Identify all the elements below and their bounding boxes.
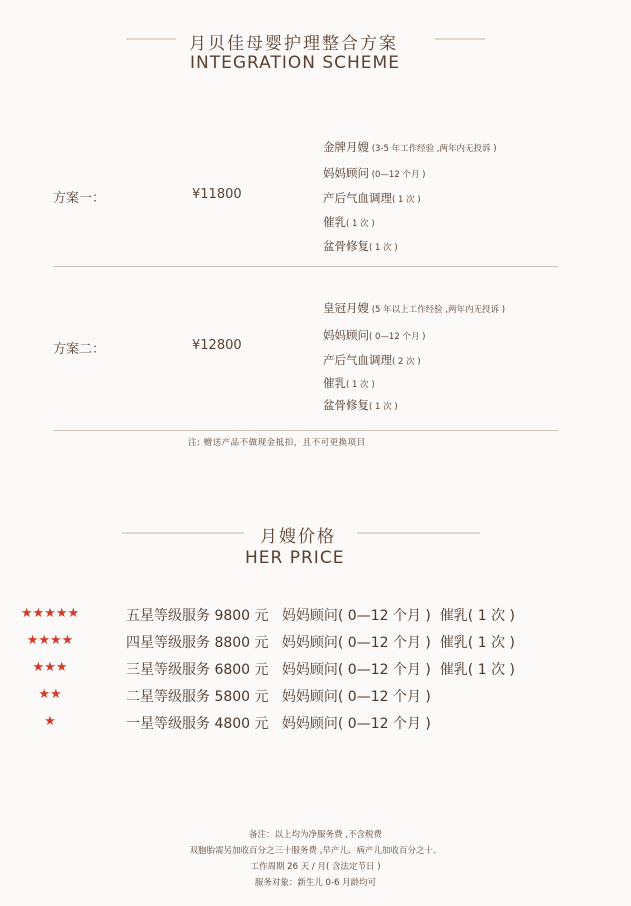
- star-rating-2: ★★: [38, 687, 62, 702]
- title-decor-line-right: [357, 532, 480, 534]
- price-row: [126, 686, 431, 706]
- plan2-price: ¥12800: [192, 338, 242, 353]
- star-rating-3: ★★★: [32, 660, 68, 675]
- service-price: 一星等级服务 4800 元: [126, 716, 269, 732]
- title-decor-line-left: [126, 38, 176, 40]
- advisor-service: 妈妈顾问( 0—12 个月 ): [281, 716, 431, 732]
- title-decor-line-right: [435, 38, 485, 40]
- section2-title-cn: 月嫂价格: [260, 527, 336, 547]
- advisor-service: 妈妈顾问( 0—12 个月 ): [281, 662, 431, 678]
- section1-title-en: INTEGRATION SCHEME: [190, 53, 400, 73]
- plan2-item: 催乳( 1 次 ): [323, 376, 375, 390]
- plan2-item: 皇冠月嫂 (5 年以上工作经验 ,两年内无投诉 ): [323, 301, 506, 315]
- price-row: [126, 659, 515, 679]
- footer-line: 备注：以上均为净服务费 ,不含税费: [249, 830, 382, 840]
- service-price: 五星等级服务 9800 元: [126, 608, 269, 624]
- advisor-service: 妈妈顾问( 0—12 个月 ): [281, 608, 431, 624]
- lactation-service: 催乳( 1 次 ): [439, 608, 515, 624]
- star-rating-5: ★★★★★: [20, 606, 80, 621]
- plan-divider: [53, 430, 558, 431]
- plan2-item: 盆骨修复( 1 次 ): [323, 398, 398, 412]
- price-row: [126, 632, 515, 652]
- price-row: [126, 713, 431, 733]
- section2-title-en: HER PRICE: [245, 548, 345, 568]
- lactation-service: 催乳( 1 次 ): [439, 635, 515, 651]
- service-price: 三星等级服务 6800 元: [126, 662, 269, 678]
- plan1-item: 盆骨修复( 1 次 ): [323, 239, 398, 253]
- plan1-item: 催乳( 1 次 ): [323, 215, 375, 229]
- plan2-item: 产后气血调理( 2 次 ): [323, 353, 421, 367]
- service-price: 二星等级服务 5800 元: [126, 689, 269, 705]
- price-row: [126, 605, 515, 625]
- plan1-item: 妈妈顾问 (0—12 个月 ): [323, 166, 426, 180]
- footer-line: 双胞胎需另加收百分之三十服务费 ,早产儿、病产儿加收百分之十。: [189, 846, 442, 856]
- plan1-item: 产后气血调理( 1 次 ): [323, 191, 421, 205]
- footer-line: 工作周期 26 天 / 月( 含法定节日 ): [250, 862, 381, 872]
- advisor-service: 妈妈顾问( 0—12 个月 ): [281, 635, 431, 651]
- star-rating-1: ★: [44, 714, 56, 729]
- footer-line: 服务对象：新生儿 0-6 月龄均可: [254, 878, 377, 888]
- plans-note: 注: 赠送产品不做现金抵扣，且不可更换项目: [188, 438, 366, 448]
- plan1-price: ¥11800: [192, 187, 242, 202]
- lactation-service: 催乳( 1 次 ): [439, 662, 515, 678]
- plan1-item: 金牌月嫂 (3-5 年工作经验 ,两年内无投诉 ): [323, 140, 497, 154]
- plan1-label: 方案一：: [53, 191, 106, 206]
- plan2-item: 妈妈顾问( 0—12 个月 ): [323, 328, 426, 342]
- plan2-label: 方案二：: [53, 342, 106, 357]
- plan-divider: [53, 266, 558, 267]
- star-rating-4: ★★★★: [26, 633, 74, 648]
- footer-notes: [0, 827, 631, 891]
- title-decor-line-left: [122, 532, 244, 534]
- section1-title-cn: 月贝佳母婴护理整合方案: [189, 34, 398, 54]
- service-price: 四星等级服务 8800 元: [126, 635, 269, 651]
- advisor-service: 妈妈顾问( 0—12 个月 ): [281, 689, 431, 705]
